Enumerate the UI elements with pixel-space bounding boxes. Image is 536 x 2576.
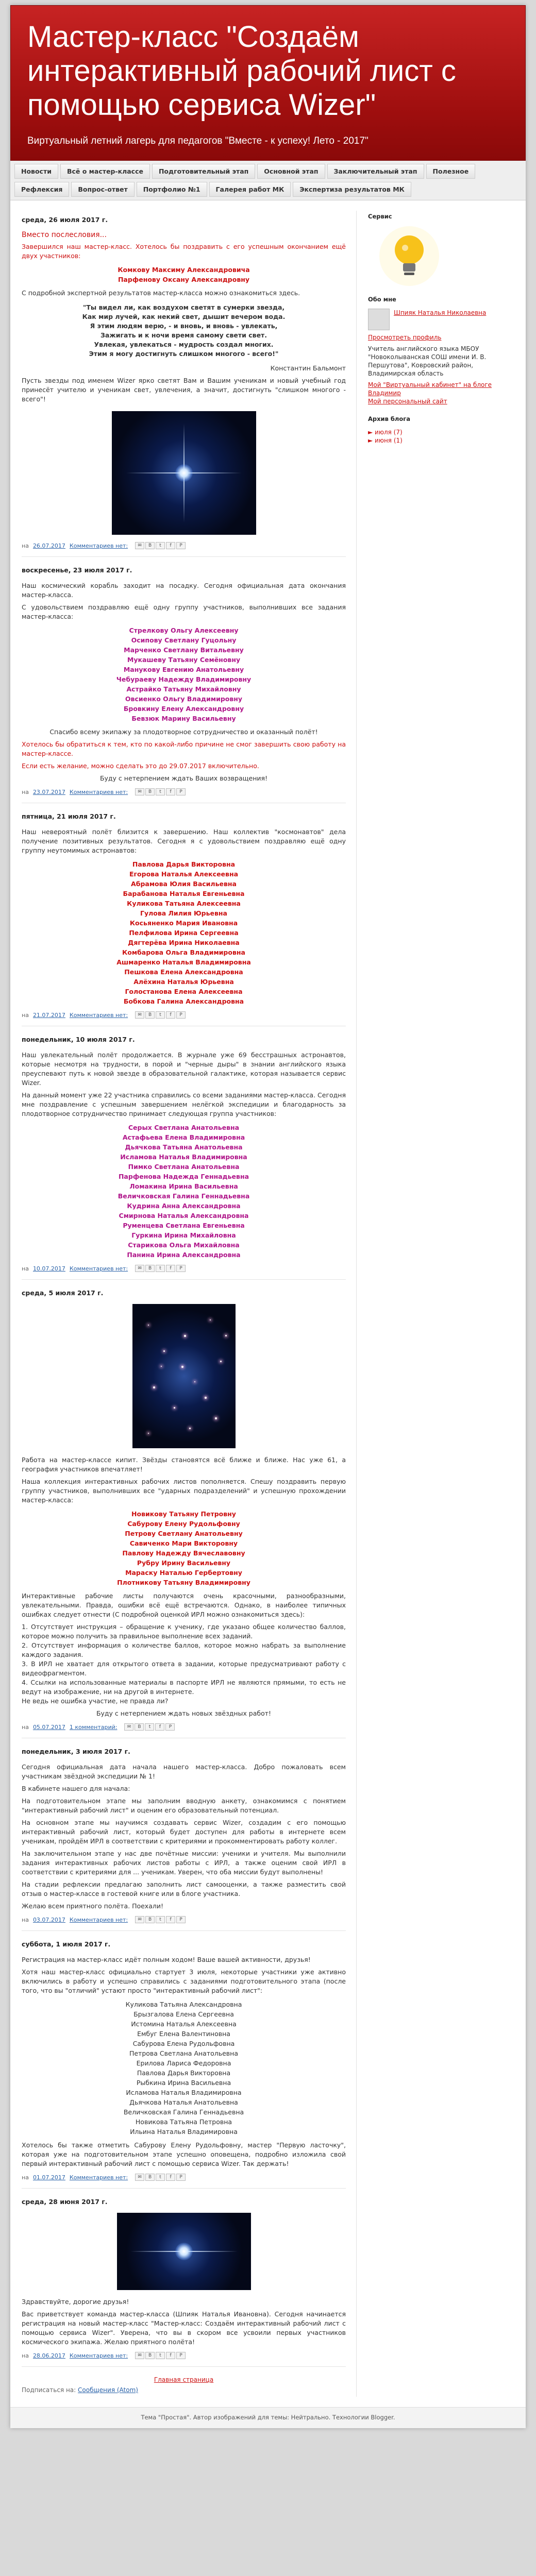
list-item: Павлова Дарья Викторовна [132, 860, 236, 868]
list-item: Исламова Наталья Владимировна [126, 2089, 242, 2096]
post-footer: на 01.07.2017 Комментариев нет: ✉ B t f P [22, 2174, 346, 2181]
twitter-icon[interactable]: t [156, 2352, 165, 2359]
list-item: Панина Ирина Александровна [127, 1251, 241, 1259]
list-item: Дьячкова Наталья Анатольевна [129, 2098, 238, 2106]
email-icon[interactable]: ✉ [135, 542, 144, 549]
post-paragraph: Спасибо всему экипажу за плодотворное сотрудничество и оказанный полёт! [49, 728, 318, 736]
blog-header [10, 5, 526, 161]
twitter-icon[interactable]: t [156, 2174, 165, 2181]
comments-link[interactable]: Комментариев нет: [69, 2352, 128, 2359]
tab-9[interactable]: Портфолио №1 [137, 182, 207, 197]
list-item: Зажигать и к ночи время самому свети свет. [100, 331, 267, 339]
blogthis-icon[interactable]: B [135, 1723, 144, 1731]
list-item: 1. Отсутствует инструкция – обращение к ученику, где указано общее количество баллов, которое можно получить за правильное выполнение всех заданий. [22, 1623, 346, 1640]
post-paragraph: Регистрация на мастер-класс идёт полным ходом! Ваше вашей активности, друзья! [22, 1956, 311, 1963]
blog-post [22, 2198, 346, 2367]
post-paragraph: Пусть звезды под именем Wizer ярко светят Вам и Вашим ученикам и новый учебный год принесёт учителю и ученикам свет, увлечения, а значит, достигнуть "слишком многого - всего"! [22, 377, 346, 403]
post-paragraph: Наш космический корабль заходит на посадку. Сегодня официальная дата окончания мастер-класса. [22, 582, 346, 599]
participant-list [22, 265, 346, 284]
list-item: Комбарова Ольга Владимировна [122, 948, 245, 956]
post-body [22, 1304, 346, 1718]
list-item: Егорова Наталья Алексеевна [129, 870, 239, 878]
participant-list [22, 1509, 346, 1587]
blogthis-icon[interactable]: B [145, 788, 155, 795]
wizer-logo-image[interactable] [378, 225, 440, 287]
atom-feed-link[interactable]: Сообщения (Atom) [78, 2386, 138, 2394]
list-item: Павлову Надежду Вячеславовну [122, 1549, 245, 1557]
post-body [22, 1762, 346, 1911]
list-item: Как мир лучей, как некий свет, дышит вечером вода. [82, 313, 286, 320]
list-item: Величковская Галина Геннадьевна [123, 2108, 244, 2116]
tab-7[interactable]: Рефлексия [14, 182, 69, 197]
blog-post [22, 1289, 346, 1738]
share-buttons [135, 1916, 186, 1923]
post-footer: на 26.07.2017 Комментариев нет: ✉ B t f P [22, 542, 346, 549]
list-item: Барабанова Наталья Евгеньевна [123, 890, 245, 897]
blog-post [22, 812, 346, 1026]
post-date: понедельник, 10 июля 2017 г. [22, 1036, 135, 1043]
post-footer: на 03.07.2017 Комментариев нет: ✉ B t f P [22, 1916, 346, 1923]
space-image [117, 2213, 251, 2290]
post-body [22, 581, 346, 783]
blogthis-icon[interactable]: B [145, 1011, 155, 1019]
list-item: Стрелкову Ольгу Алексеевну [129, 626, 239, 634]
about-me-widget [368, 295, 511, 405]
pinterest-icon[interactable]: P [176, 1011, 186, 1019]
comments-link[interactable]: Комментариев нет: [69, 788, 128, 795]
share-buttons [135, 542, 186, 549]
post-body [22, 1050, 346, 1260]
archive-list [368, 428, 511, 445]
post-paragraph: Вас приветствует команда мастер-класса (Шпияк Наталья Ивановна). Сегодня начинается регистрация на новый мастер-класс "Мастер-класс: Создаём интерактивный рабочий лист с помощью сервиса Wizer". Уверена, что вы в скором все усвоили первых участников космического экипажа. Желаю приятного полёта! [22, 2310, 346, 2346]
content-columns [10, 200, 526, 2407]
list-item: Пелфилова Ирина Сергеевна [129, 929, 239, 937]
page-wrapper [10, 5, 526, 2428]
list-item: Новикову Татьяну Петровну [131, 1510, 236, 1518]
list-item: Ильина Наталья Владимировна [130, 2128, 238, 2136]
archive-item[interactable]: ► июля (7) [368, 429, 403, 436]
list-item: Величковская Галина Геннадьевна [118, 1192, 250, 1200]
list-item: Чебураеву Надежду Владимировну [116, 675, 252, 683]
list-item: Манукову Евгению Анатольевну [123, 666, 244, 673]
personal-site-link[interactable]: Мой персональный сайт [368, 398, 447, 405]
facebook-icon[interactable]: f [155, 1723, 164, 1731]
facebook-icon[interactable]: f [166, 1011, 175, 1019]
post-paragraph: Если есть желание, можно сделать это до 29.07.2017 включительно. [22, 762, 259, 770]
post-paragraph: Работа на мастер-классе кипит. Звёзды становятся всё ближе и ближе. Нас уже 61, а география участников впечатляет! [22, 1456, 346, 1473]
list-item: Косьяненко Мария Ивановна [129, 919, 238, 927]
list-item: Петрова Светлана Анатольевна [129, 2049, 239, 2057]
post-paragraph: На заключительном этапе у нас две почётные миссии: ученики и учителя. Мы выполнили задания интерактивных рабочих листов работы с ИРЛ, а также оценим свой ИРЛ в соответствии с критериями для ... ученикам. Уверен, что оба миссии будут выполнены! [22, 1850, 346, 1876]
blog-post [22, 1748, 346, 1931]
post-paragraph: На данный момент уже 22 участника справились со всеми заданиями мастер-класса. Сегодня мне поздравление с успешным завершением нелёгкой экспедиции и благодарность за плодотворное сотрудничество принимает следующая группа участников: [22, 1091, 346, 1117]
participant-list [22, 1999, 346, 2137]
main-column [22, 211, 357, 2397]
post-date: среда, 26 июля 2017 г. [22, 216, 108, 224]
post-paragraph: Хотя наш мастер-класс официально стартует 3 июля, некоторые участники уже активно включились в работу и успешно справились с заданиями подготовительного этапа (после того, что вы "отличий" устают просто "интерактивный рабочий лист": [22, 1968, 346, 1994]
post-footer: на 21.07.2017 Комментариев нет: ✉ B t f P [22, 1011, 346, 1019]
tab-3[interactable]: Подготовительный этап [152, 164, 255, 179]
post-paragraph: Наша коллекция интерактивных рабочих листов пополняется. Спешу поздравить первую группу участников, выполнивших все "ударных подразделений" и успешную прохождении мастер-класса: [22, 1478, 346, 1504]
post-paragraph: Не ведь не ошибка участие, не правда ли? [22, 1697, 169, 1705]
blogthis-icon[interactable]: B [145, 2174, 155, 2181]
pinterest-icon[interactable]: P [176, 1916, 186, 1923]
avatar[interactable] [368, 309, 390, 330]
list-item: Пешкова Елена Александровна [124, 968, 243, 976]
post-date: понедельник, 3 июля 2017 г. [22, 1748, 130, 1755]
facebook-icon[interactable]: f [166, 2174, 175, 2181]
list-item: Савиченко Мари Викторовну [129, 1539, 238, 1547]
list-item: Сабурову Елену Рудольфовну [127, 1520, 240, 1528]
post-paragraph: На основном этапе мы научимся создавать сервис Wizer, создадим с его помощью интерактивный рабочий лист, который будет доступен для работы в интернете всем ученикам, пройдём ИРЛ в соответствии с критериями и прокомментировать работу коллег. [22, 1819, 346, 1845]
tab-11[interactable]: Экспертиза результатов МК [293, 182, 411, 197]
twitter-icon[interactable]: t [156, 1011, 165, 1019]
list-item: Овсиенко Ольгу Владимировну [125, 695, 243, 703]
virtual-cabinet-link[interactable]: Мой "Виртуальный кабинет" на блоге Владимир [368, 381, 492, 397]
blog-post [22, 566, 346, 803]
footer-text: Тема "Простая". Автор изображений для темы: Нейтрально. Технологии Blogger. [141, 2414, 395, 2421]
list-item: Бобкова Галина Александровна [123, 997, 244, 1005]
list-item: Дягтерёва Ирина Николаевна [128, 939, 240, 946]
post-timestamp-link[interactable]: 05.07.2017 [32, 1723, 65, 1731]
comments-link[interactable]: Комментариев нет: [69, 2174, 128, 2181]
service-heading: Сервис [368, 213, 392, 220]
list-item: Ембуг Елена Валентиновна [137, 2030, 230, 2038]
email-icon[interactable]: ✉ [135, 1011, 144, 1019]
starfield-image [132, 1304, 236, 1448]
post-paragraph: Желаю всем приятного полёта. Поехали! [22, 1902, 163, 1910]
participant-list [22, 1123, 346, 1260]
post-footer: на 10.07.2017 Комментариев нет: ✉ B t f P [22, 1265, 346, 1272]
tab-4[interactable]: Основной этап [257, 164, 325, 179]
list-item: Руменцева Светлана Евгеньевна [123, 1222, 245, 1229]
post-paragraph: Сегодня официальная дата начала нашего мастер-класса. Добро пожаловать всем участникам звёздной экспедиции № 1! [22, 1763, 346, 1780]
comments-link[interactable]: Комментариев нет: [69, 1916, 128, 1923]
blog-post [22, 1036, 346, 1280]
comments-link[interactable]: 1 комментарий: [69, 1723, 118, 1731]
comments-link[interactable]: Комментариев нет: [69, 1011, 128, 1019]
list-item: Астафьева Елена Владимировна [122, 1133, 245, 1141]
post-paragraph: Хотелось бы также отметить Сабурову Елену Рудольфовну, мастер "Первую ласточку", которая уже на подготовительном этапе успешно оповещена, подробно изложила свой первый интерактивный рабочий лист с помощью сервиса Wizer. Так держать! [22, 2141, 346, 2167]
post-paragraph: Наш увлекательный полёт продолжается. В журнале уже 69 бесстрашных астронавтов, которые несмотря на трудности, в порой и "черные дыры" в знании английского языка преуспевают путь к новой звезде в образовательной галактике, которая называется сервис Wizer. [22, 1051, 346, 1087]
blogthis-icon[interactable]: B [145, 542, 155, 549]
post-footer: на 05.07.2017 1 комментарий: ✉ B t f P [22, 1723, 346, 1731]
space-star-image [112, 411, 256, 535]
home-link[interactable]: Главная страница [154, 2376, 214, 2383]
post-paragraph: Интерактивные рабочие листы получаются очень красочными, разнообразными, увлекательными. Правда, ошибки всё ещё встречаются. Однако, в наиболее типичных ошибках следует отнести (С подробной оценкой ИРЛ можно ознакомиться здесь): [22, 1592, 346, 1618]
post-paragraph: На стадии рефлексии предлагаю заполнить лист самооценки, а также разместить свой отзыв о мастер-классе в гостевой книге или в блоге участника. [22, 1880, 346, 1897]
email-icon[interactable]: ✉ [135, 2174, 144, 2181]
list-item: Парфенову Оксану Александровну [118, 276, 250, 283]
post-title[interactable]: Вместо послесловия... [22, 231, 107, 239]
facebook-icon[interactable]: f [166, 788, 175, 795]
list-item: Астрайко Татьяну Михайловну [126, 685, 241, 693]
tab-8[interactable]: Вопрос-ответ [71, 182, 134, 197]
list-item: Петрову Светлану Анатольевну [125, 1530, 243, 1537]
list-item: Мукашеву Татьяну Семёновну [127, 656, 241, 664]
comments-link[interactable]: Комментариев нет: [69, 542, 128, 549]
pinterest-icon[interactable]: P [176, 2352, 186, 2359]
list-item: Бевзюк Марину Васильевну [131, 715, 236, 722]
page-footer [10, 2407, 526, 2428]
twitter-icon[interactable]: t [156, 542, 165, 549]
post-footer: на 23.07.2017 Комментариев нет: ✉ B t f P [22, 788, 346, 795]
pinterest-icon[interactable]: P [176, 788, 186, 795]
post-footer: на 28.06.2017 Комментариев нет: ✉ B t f P [22, 2352, 346, 2359]
error-list [22, 1622, 346, 1697]
list-item: Ломакина Ирина Васильевна [129, 1182, 238, 1190]
subscribe-label: Подписаться на: [22, 2386, 76, 2394]
email-icon[interactable]: ✉ [124, 1723, 133, 1731]
post-paragraph: Завершился наш мастер-класс. Хотелось бы поздравить с его успешным окончанием ещё двух участников: [22, 243, 346, 260]
share-buttons [135, 1265, 186, 1272]
post-date: воскресенье, 23 июля 2017 г. [22, 566, 132, 574]
view-profile-link[interactable]: Просмотреть профиль [368, 334, 442, 341]
list-item: Алёхина Наталья Юрьевна [133, 978, 234, 986]
post-paragraph: Здравствуйте, дорогие друзья! [22, 2298, 129, 2306]
list-item: "Ты видел ли, как воздухом светят в сумерки звезда, [82, 303, 285, 311]
email-icon[interactable]: ✉ [135, 1265, 144, 1272]
list-item: Куликова Татьяна Алексеевна [127, 900, 241, 907]
blog-archive-widget [368, 415, 511, 445]
post-image[interactable] [22, 411, 346, 535]
post-timestamp-link[interactable]: 23.07.2017 [32, 788, 65, 795]
list-item: Павлова Дарья Викторовна [137, 2069, 231, 2077]
comments-link[interactable]: Комментариев нет: [69, 1265, 128, 1272]
list-item: Пимко Светлана Анатольевна [128, 1163, 240, 1171]
post-paragraph: Наш невероятный полёт близится к завершению. Наш коллектив "космонавтов" дела получение позитивных результатов. Сегодня я с удовольствием поздравляю ещё одну группу неутомимых астронавтов: [22, 828, 346, 854]
list-item: Марченко Светлану Витальевну [124, 646, 244, 654]
poem-author: Константин Бальмонт [270, 364, 346, 372]
list-item: Я этим людям верю, - и вновь, и вновь - увлекать, [90, 322, 278, 330]
list-item: Рубру Ирину Васильевну [137, 1559, 231, 1567]
list-item: Смирнова Наталья Александровна [119, 1212, 249, 1219]
list-item: Истомина Наталья Алексеевна [131, 2020, 237, 2028]
participant-list [22, 859, 346, 1006]
post-timestamp-link[interactable]: 26.07.2017 [32, 542, 65, 549]
email-icon[interactable]: ✉ [135, 1916, 144, 1923]
post-date: среда, 28 июня 2017 г. [22, 2198, 108, 2206]
archive-heading: Архив блога [368, 415, 411, 422]
about-text: Учитель английского языка МБОУ "Новоколыванская СОШ имени И. В. Першутова", Ковровский район, Владимирская область [368, 345, 487, 377]
list-item: 2. Отсутствует информация о количестве баллов, которое можно набрать за выполнение каждого задания. [22, 1641, 346, 1658]
list-item: Голостанова Елена Алексеевна [125, 988, 243, 995]
twitter-icon[interactable]: t [156, 1265, 165, 1272]
post-timestamp-link[interactable]: 03.07.2017 [32, 1916, 65, 1923]
blog-post [22, 216, 346, 557]
list-item: Абрамова Юлия Васильевна [131, 880, 237, 888]
archive-item[interactable]: ► июня (1) [368, 437, 403, 444]
post-body [22, 827, 346, 1006]
twitter-icon[interactable]: t [156, 788, 165, 795]
post-date: суббота, 1 июля 2017 г. [22, 1940, 111, 1948]
post-date: среда, 5 июля 2017 г. [22, 1289, 104, 1297]
blogthis-icon[interactable]: B [145, 1916, 155, 1923]
share-buttons [135, 2174, 186, 2181]
post-paragraph: С подробной экспертной результатов мастер-класса можно ознакомиться здесь. [22, 289, 300, 297]
post-paragraph: В кабинете нашего для начала: [22, 1785, 130, 1792]
list-item: 3. В ИРЛ не хватает для открытого ответа в задании, которые предусматривают работу с видеофрагментом. [22, 1660, 346, 1677]
twitter-icon[interactable]: t [156, 1916, 165, 1923]
email-icon[interactable]: ✉ [135, 2352, 144, 2359]
tab-2[interactable]: Всё о мастер-классе [60, 164, 150, 179]
sidebar [357, 211, 511, 2397]
tab-1[interactable]: Новости [14, 164, 58, 179]
list-item: Старикова Ольга Михайловна [128, 1241, 240, 1249]
blogthis-icon[interactable]: B [145, 2352, 155, 2359]
share-buttons [124, 1723, 175, 1731]
list-item: 4. Ссылки на использованные материалы в паспорте ИРЛ не являются прямыми, то есть не ведут на изображение, ни на другой в интернете. [22, 1679, 346, 1696]
list-item: Серых Светлана Анатольевна [128, 1124, 240, 1131]
participant-list [22, 625, 346, 723]
list-item: Брызгалова Елена Сергеевна [133, 2010, 234, 2018]
page-tabs [10, 161, 526, 200]
list-item: Гуркина Ирина Михайловна [131, 1231, 236, 1239]
post-paragraph: Хотелось бы обратиться к тем, кто по какой-либо причине не смог завершить свою работу на мастер-классе. [22, 740, 346, 757]
lightbulb-icon [378, 225, 440, 287]
pinterest-icon[interactable]: P [176, 2174, 186, 2181]
pinterest-icon[interactable]: P [165, 1723, 175, 1731]
profile-name-link[interactable]: Шпияк Наталья Николаевна [394, 309, 487, 316]
tab-6[interactable]: Полезное [426, 164, 476, 179]
list-item: Новикова Татьяна Петровна [135, 2118, 232, 2126]
facebook-icon[interactable]: f [166, 1916, 175, 1923]
list-item: Осипову Светлану Гуцольну [131, 636, 237, 644]
list-item: Дьячкова Татьяна Анатольевна [125, 1143, 243, 1151]
post-paragraph: Буду с нетерпением ждать Ваших возвращения! [99, 774, 268, 782]
list-item: Ерилова Лариса Федоровна [136, 2059, 231, 2067]
post-paragraph: На подготовительном этапе мы заполним вводную анкету, ознакомимся с понятием "интерактивный рабочий лист" и оценим его образовательный потенциал. [22, 1797, 346, 1814]
post-body [22, 2213, 346, 2347]
list-item: Бровкину Елену Александровну [123, 705, 244, 713]
blog-title[interactable]: Мастер-класс "Создаём интерактивный рабочий лист с помощью сервиса Wizer" [27, 20, 456, 122]
list-item: Куликова Татьяна Александровна [125, 2001, 242, 2008]
blogthis-icon[interactable]: B [145, 1265, 155, 1272]
share-buttons [135, 2352, 186, 2359]
post-paragraph: Буду с нетерпением ждать новых звёздных работ! [96, 1709, 272, 1717]
facebook-icon[interactable]: f [166, 1265, 175, 1272]
about-heading: Обо мне [368, 296, 396, 303]
twitter-icon[interactable]: t [145, 1723, 154, 1731]
list-item: Увлекая, увлекаться - мудрость создал многих. [94, 341, 274, 348]
blog-description: Виртуальный летний лагерь для педагогов "Вместе - к успеху! Лето - 2017" [27, 135, 368, 146]
email-icon[interactable]: ✉ [135, 788, 144, 795]
list-item: Сабурова Елена Рудольфовна [132, 2040, 235, 2047]
blog-pager [22, 2376, 346, 2383]
share-buttons [135, 1011, 186, 1019]
pinterest-icon[interactable]: P [176, 542, 186, 549]
list-item: Исламова Наталья Владимировна [120, 1153, 247, 1161]
post-timestamp-link[interactable]: 21.07.2017 [32, 1011, 65, 1019]
list-item: Ашмаренко Наталья Владимировна [116, 958, 251, 966]
facebook-icon[interactable]: f [166, 542, 175, 549]
list-item: Этим я могу достигнуть слишком многого - всего!" [89, 350, 279, 358]
post-paragraph: С удовольствием поздравляю ещё одну группу участников, выполнивших все задания мастер-класса: [22, 603, 346, 620]
list-item: Мараску Наталью Гербертовну [125, 1569, 242, 1577]
post-timestamp-link[interactable]: 10.07.2017 [32, 1265, 65, 1272]
poem [22, 303, 346, 359]
blog-post [22, 1940, 346, 2189]
tab-5[interactable]: Заключительный этап [327, 164, 424, 179]
list-item: Плотникову Татьяну Владимировну [117, 1579, 250, 1586]
facebook-icon[interactable]: f [166, 2352, 175, 2359]
post-body [22, 1955, 346, 2168]
pinterest-icon[interactable]: P [176, 1265, 186, 1272]
list-item: Комкову Максиму Александровича [118, 266, 250, 274]
share-buttons [135, 788, 186, 795]
list-item: Парфенова Надежда Геннадьевна [118, 1173, 249, 1180]
list-item: Рыбкина Ирина Васильевна [136, 2079, 231, 2087]
tab-10[interactable]: Галерея работ МК [209, 182, 291, 197]
post-image[interactable] [22, 2213, 346, 2290]
post-timestamp-link[interactable]: 01.07.2017 [32, 2174, 65, 2181]
post-image[interactable] [22, 1304, 346, 1448]
post-timestamp-link[interactable]: 28.06.2017 [32, 2352, 65, 2359]
list-item: Гулова Лилия Юрьевна [140, 909, 227, 917]
list-item: Кудрина Анна Александровна [127, 1202, 241, 1210]
subscribe-line [22, 2386, 346, 2394]
post-date: пятница, 21 июля 2017 г. [22, 812, 116, 820]
post-body [22, 242, 346, 535]
